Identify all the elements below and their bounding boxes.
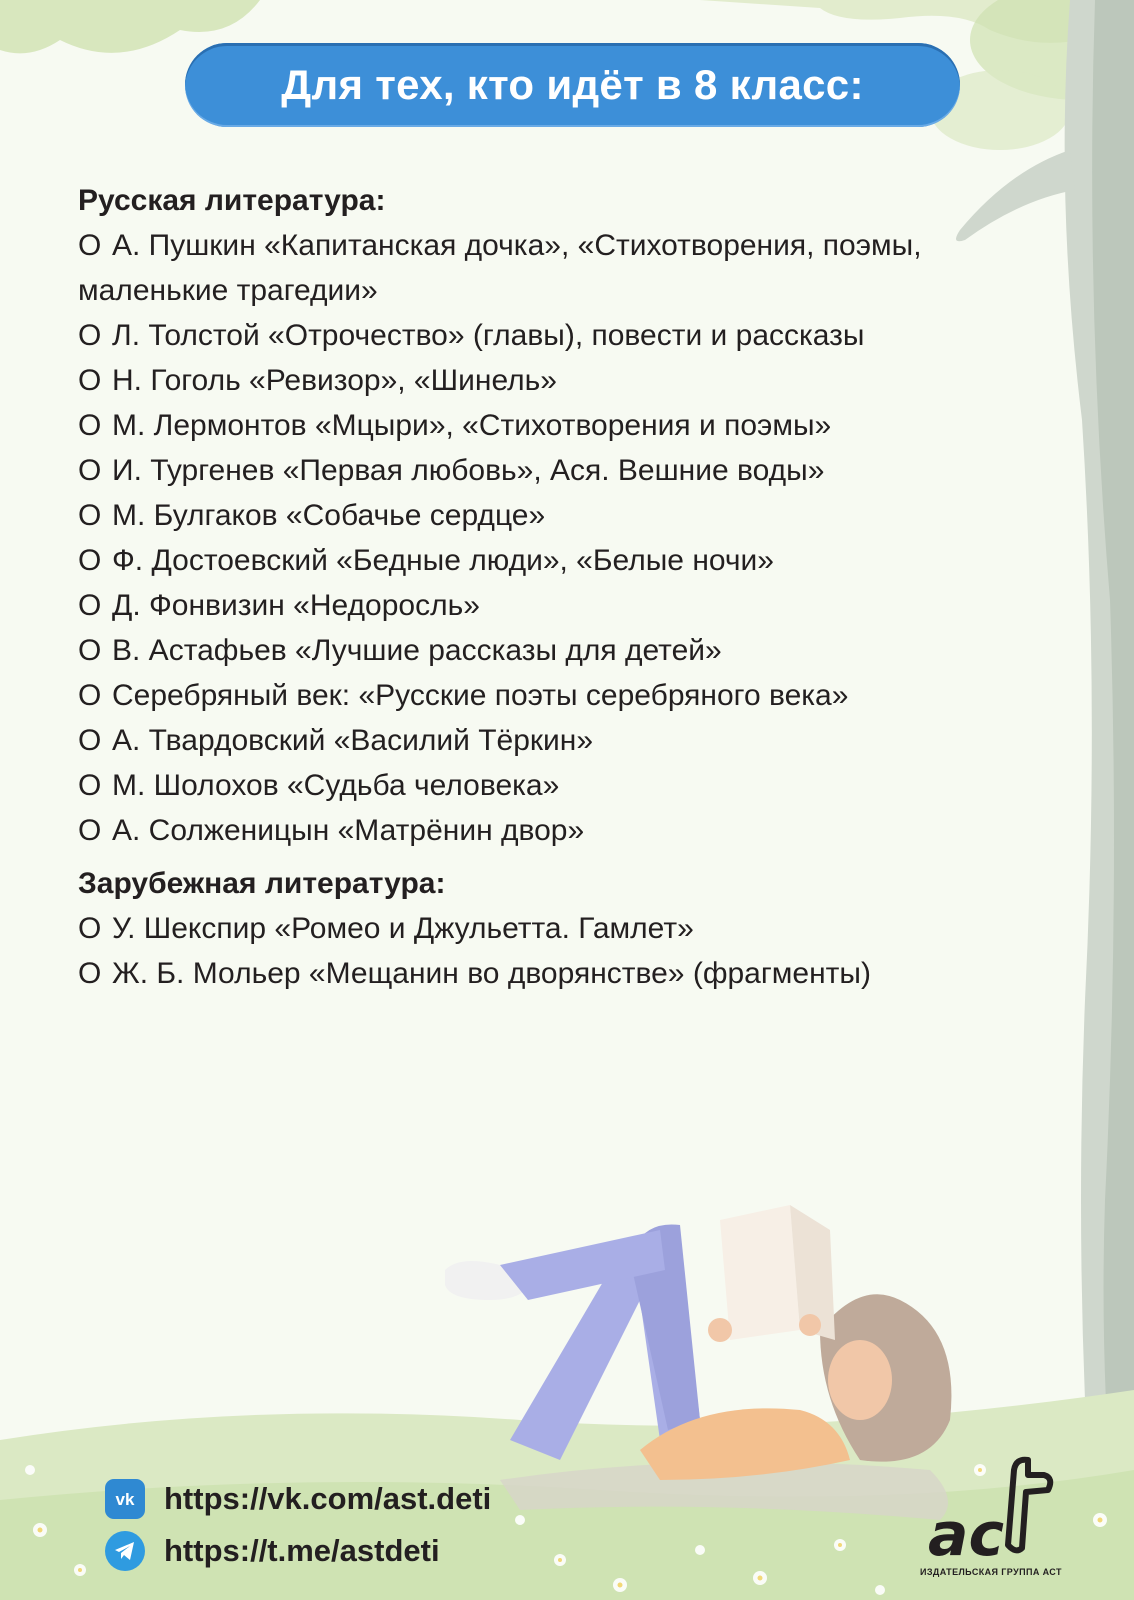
bullet-icon: O — [78, 724, 102, 757]
social-links — [105, 1474, 491, 1578]
bullet-icon: O — [78, 634, 102, 667]
list-item: O М. Булгаков «Собачье сердце» — [78, 493, 1058, 538]
section-title-foreign: Зарубежная литература: — [78, 867, 446, 900]
list-item: O А. Солженицын «Матрёнин двор» — [78, 808, 1058, 853]
page-title: Для тех, кто идёт в 8 класс: — [281, 61, 864, 108]
bullet-icon: O — [78, 589, 102, 622]
reading-list — [78, 178, 1058, 996]
vk-icon — [105, 1479, 145, 1519]
bullet-icon: O — [78, 454, 102, 487]
section-title-russian: Русская литература: — [78, 184, 386, 217]
list-item: O И. Тургенев «Первая любовь», Ася. Вешние воды» — [78, 448, 1058, 493]
list-item: O Ж. Б. Мольер «Мещанин во дворянстве» (фрагменты) — [78, 951, 1058, 996]
list-item: O М. Лермонтов «Мцыри», «Стихотворения и поэмы» — [78, 403, 1058, 448]
bullet-icon: O — [78, 769, 102, 802]
list-item: O М. Шолохов «Судьба человека» — [78, 763, 1058, 808]
logo-caption: ИЗДАТЕЛЬСКАЯ ГРУППА АСТ — [920, 1567, 1062, 1577]
list-item: O Л. Толстой «Отрочество» (главы), повести и рассказы — [78, 313, 1058, 358]
logo-text: ас — [928, 1500, 1005, 1570]
bullet-icon: O — [78, 319, 102, 352]
list-item: O А. Твардовский «Василий Тёркин» — [78, 718, 1058, 763]
bullet-icon: O — [78, 957, 102, 990]
telegram-icon — [105, 1531, 145, 1571]
bullet-icon: O — [78, 229, 102, 262]
list-item: O Серебряный век: «Русские поэты серебряного века» — [78, 673, 1058, 718]
list-item: O Д. Фонвизин «Недоросль» — [78, 583, 1058, 628]
ast-logo — [918, 1450, 1098, 1580]
bullet-icon: O — [78, 679, 102, 712]
vk-link-row[interactable] — [105, 1474, 491, 1524]
list-item: O Ф. Достоевский «Бедные люди», «Белые ночи» — [78, 538, 1058, 583]
list-item: O У. Шекспир «Ромео и Джульетта. Гамлет» — [78, 906, 1058, 951]
title-banner — [185, 43, 960, 127]
bullet-icon: O — [78, 409, 102, 442]
list-item: O А. Пушкин «Капитанская дочка», «Стихотворения, поэмы, маленькие трагедии» — [78, 223, 1058, 313]
telegram-link-row[interactable] — [105, 1526, 491, 1576]
list-item: O В. Астафьев «Лучшие рассказы для детей» — [78, 628, 1058, 673]
bullet-icon: O — [78, 364, 102, 397]
list-item: O Н. Гоголь «Ревизор», «Шинель» — [78, 358, 1058, 403]
bullet-icon: O — [78, 544, 102, 577]
bullet-icon: O — [78, 912, 102, 945]
bullet-icon: O — [78, 814, 102, 847]
svg-text:vk: vk — [115, 1490, 135, 1509]
bullet-icon: O — [78, 499, 102, 532]
telegram-link[interactable]: https://t.me/astdeti — [164, 1533, 440, 1568]
vk-link[interactable]: https://vk.com/ast.deti — [164, 1481, 492, 1516]
